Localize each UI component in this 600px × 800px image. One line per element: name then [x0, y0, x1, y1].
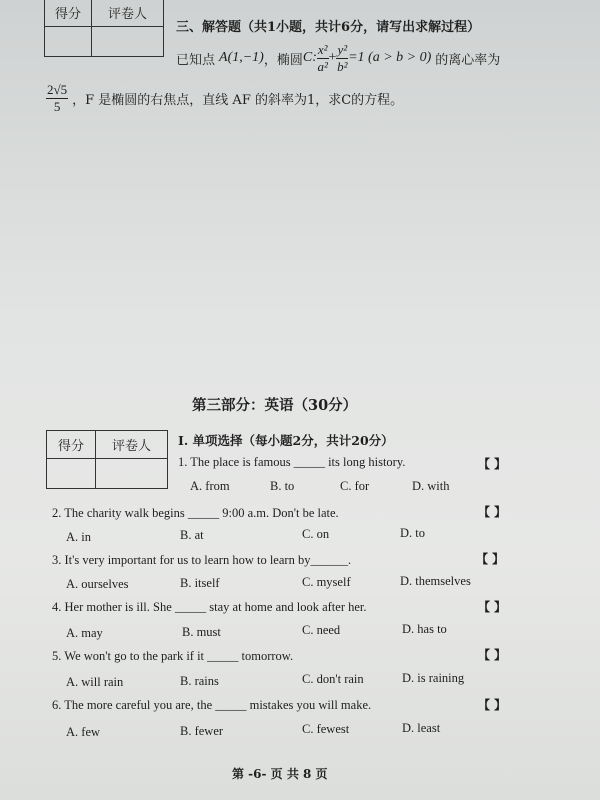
ellipse-condition: =1 (a > b > 0) [348, 50, 432, 65]
option-c[interactable]: C. fewest [302, 722, 350, 736]
question-stem: 2. The charity walk begins _____ 9:00 a.m. Don't be late. [52, 506, 339, 520]
problem-text-4: ，F 是椭圆的右焦点，直线 AF 的斜率为1，求C的方程。 [72, 92, 404, 108]
option-c[interactable]: C. need [302, 623, 341, 637]
option-a[interactable]: A. in [66, 530, 91, 544]
question-stem: 5. We won't go to the park if it _____ tomorrow. [52, 649, 294, 663]
fraction-y-denominator: b² [337, 58, 348, 74]
section1-heading: I. 单项选择（每小题2分，共计20分） [178, 433, 394, 448]
problem-line-2 [46, 78, 403, 118]
fraction-y-numerator: y² [337, 41, 348, 57]
section3-heading: 三、解答题（共1小题，共计6分，请写出求解过程） [176, 20, 481, 35]
problem-text-3: 的离心率为 [435, 52, 501, 68]
option-d[interactable]: D. least [402, 721, 441, 735]
option-b[interactable]: B. to [270, 479, 295, 493]
fraction-x-denominator: a² [317, 58, 328, 74]
option-b[interactable]: B. fewer [180, 724, 224, 738]
option-c[interactable]: C. don't rain [302, 672, 364, 686]
problem-text-2: ，椭圆 [263, 52, 303, 68]
point-a: A(1,−1) [219, 50, 264, 65]
problem-text-1: 已知点 [176, 52, 216, 68]
option-d[interactable]: D. is raining [402, 671, 465, 685]
answer-bracket[interactable]: 【 】 [478, 698, 507, 712]
option-b[interactable]: B. rains [180, 674, 219, 688]
option-b[interactable]: B. itself [180, 576, 220, 590]
option-c[interactable]: C. myself [302, 575, 351, 589]
option-b[interactable]: B. must [182, 625, 221, 639]
option-a[interactable]: A. from [190, 479, 230, 493]
plus-sign: + [328, 50, 337, 65]
question-stem: 4. Her mother is ill. She _____ stay at home and look after her. [52, 600, 367, 614]
eccentricity-fraction [46, 82, 68, 115]
problem-line-1 [176, 38, 500, 78]
page-footer: 第 -6- 页 共 8 页 [232, 767, 328, 781]
fraction-x-numerator: x² [317, 41, 328, 57]
option-d[interactable]: D. themselves [400, 574, 471, 588]
grader-cell[interactable] [92, 27, 164, 57]
option-b[interactable]: B. at [180, 528, 204, 542]
option-c[interactable]: C. for [340, 479, 370, 493]
answer-bracket[interactable]: 【 】 [478, 600, 507, 614]
grader-header: 评卷人 [92, 0, 164, 27]
score-table-top [44, 0, 164, 57]
answer-bracket[interactable]: 【 】 [478, 505, 507, 519]
score-cell[interactable] [47, 459, 96, 489]
option-a[interactable]: A. few [66, 725, 101, 739]
option-a[interactable]: A. may [66, 626, 103, 640]
option-a[interactable]: A. will rain [66, 675, 124, 689]
eccentricity-numerator: 2√5 [47, 81, 68, 97]
part3-title: 第三部分：英语（30分） [192, 397, 358, 414]
option-c[interactable]: C. on [302, 527, 330, 541]
grader-cell[interactable] [96, 459, 168, 489]
question-stem: 6. The more careful you are, the _____ mistakes you will make. [52, 698, 372, 712]
answer-bracket[interactable]: 【 】 [478, 648, 507, 662]
option-d[interactable]: D. has to [402, 622, 447, 636]
score-header: 得分 [45, 0, 92, 27]
eccentricity-denominator: 5 [53, 98, 61, 114]
question-stem: 3. It's very important for us to learn how to learn by______. [52, 553, 352, 567]
option-d[interactable]: D. with [412, 479, 450, 493]
score-cell[interactable] [45, 27, 92, 57]
fraction-x [317, 42, 329, 75]
fraction-y [336, 42, 348, 75]
option-d[interactable]: D. to [400, 526, 425, 540]
option-a[interactable]: A. ourselves [66, 577, 129, 591]
ellipse-name: C: [302, 50, 317, 65]
grader-header: 评卷人 [96, 431, 168, 459]
score-header: 得分 [47, 431, 96, 459]
answer-bracket[interactable]: 【 】 [476, 552, 505, 566]
answer-bracket[interactable]: 【 】 [478, 457, 507, 471]
question-stem: 1. The place is famous _____ its long history. [178, 455, 406, 469]
score-table-english [46, 430, 168, 489]
